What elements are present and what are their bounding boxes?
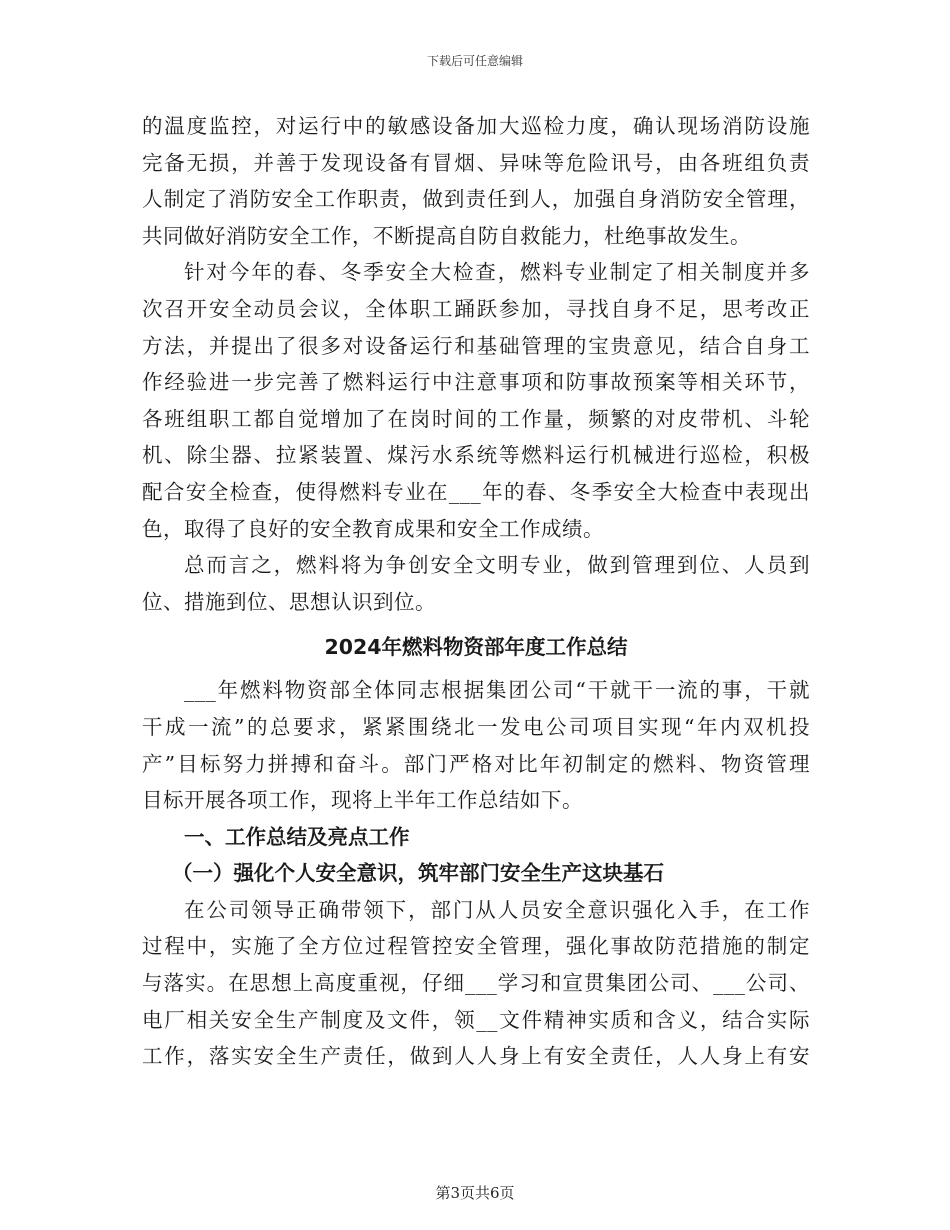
text-line: 位、措施到位、思想认识到位。 (142, 589, 436, 614)
text-line: 针对今年的春、冬季安全大检查，燃料专业制定了相关制度并多 (184, 260, 810, 285)
text-line: 的温度监控，对运行中的敏感设备加大巡检力度，确认现场消防设施 (142, 114, 810, 138)
page-footer: 第3页共6页 (435, 1184, 515, 1202)
text-line: 与落实。在思想上高度重视，仔细___学习和宣贯集团公司、___公司、 (142, 971, 810, 996)
text-line: 电厂相关安全生产制度及文件，领__文件精神实质和含义，结合实际 (142, 1007, 810, 1032)
subsection-heading: （一）强化个人安全意识，筑牢部门安全生产这块基石 (172, 861, 664, 886)
paragraph-safety-inspection (142, 254, 810, 547)
text-line: 人制定了消防安全工作职责，做到责任到人，加强自身消防安全管理， (142, 187, 810, 212)
text-line: 配合安全检查，使得燃料专业在___年的春、冬季安全大检查中表现出 (142, 479, 810, 504)
text-line: 作经验进一步完善了燃料运行中注意事项和防事故预案等相关环节， (142, 370, 810, 395)
text-line: 工作，落实安全生产责任，做到人人身上有安全责任，人人身上有安 (142, 1044, 810, 1069)
text-line: 总而言之，燃料将为争创安全文明专业，做到管理到位、人员到 (184, 553, 810, 578)
text-line: 共同做好消防安全工作，不断提高自防自救能力，杜绝事故发生。 (142, 223, 751, 248)
text-line: 干成一流”的总要求，紧紧围绕北一发电公司项目实现“年内双机投 (142, 714, 810, 739)
text-line: 目标开展各项工作，现将上半年工作总结如下。 (142, 788, 583, 813)
section-heading: 一、工作总结及亮点工作 (184, 824, 410, 849)
text-line: 机、除尘器、拉紧装置、煤污水系统等燃料运行机械进行巡检，积极 (142, 443, 810, 468)
text-line: 色，取得了良好的安全教育成果和安全工作成绩。 (142, 516, 604, 541)
text-line: 方法，并提出了很多对设备运行和基础管理的宝贵意见，结合自身工 (142, 333, 810, 358)
paragraph-conclusion (142, 547, 810, 620)
text-line: 过程中，实施了全方位过程管控安全管理，强化事故防范措施的制定 (142, 934, 810, 959)
text-line: 产”目标努力拼搏和奋斗。部门严格对比年初制定的燃料、物资管理 (142, 751, 810, 776)
text-line: 完备无损，并善于发现设备有冒烟、异味等危险讯号，由各班组负责 (142, 150, 810, 175)
text-line: 次召开安全动员会议，全体职工踊跃参加，寻找自身不足，思考改正 (142, 296, 810, 321)
text-line: 在公司领导正确带领下，部门从人员安全意识强化入手，在工作 (184, 897, 810, 922)
paragraph-fire-safety (142, 108, 810, 254)
document-title: 2024年燃料物资部年度工作总结 (324, 635, 628, 660)
text-line: ___年燃料物资部全体同志根据集团公司“干就干一流的事，干就 (184, 678, 810, 703)
paragraph-safety-awareness (142, 892, 810, 1075)
document-body (142, 108, 810, 1075)
text-line: 各班组职工都自觉增加了在岗时间的工作量，频繁的对皮带机、斗轮 (142, 406, 810, 431)
page-header: 下载后可任意编辑 (426, 54, 523, 68)
paragraph-intro (142, 672, 810, 818)
